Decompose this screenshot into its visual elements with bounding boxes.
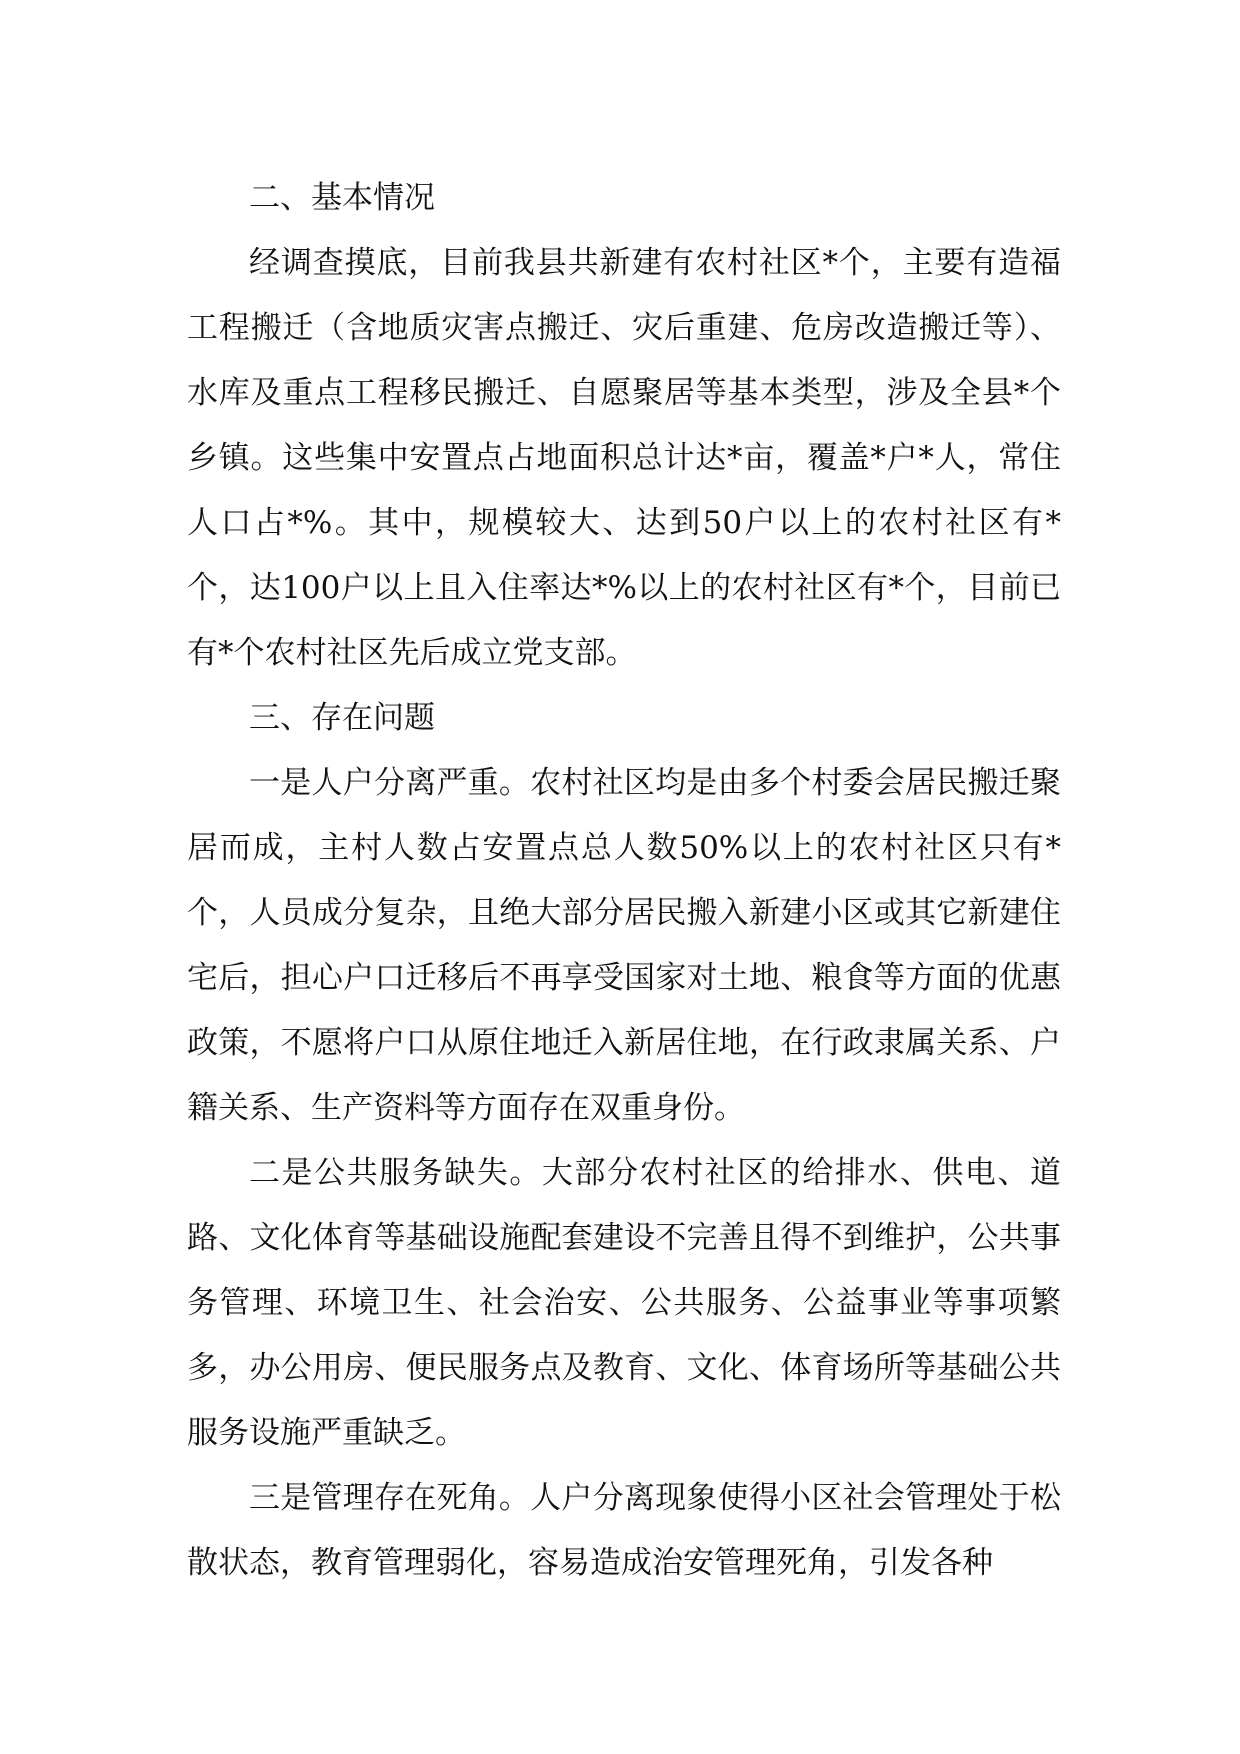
section-heading-existing-problems: 三、存在问题 xyxy=(249,700,435,736)
paragraph-problem-household-separation: 一是人户分离严重。农村社区均是由多个村委会居民搬迁聚居而成，主村人数占安置点总人数50%以上的农村社区只有*个，人员成分复杂，且绝大部分居民搬入新建小区或其它新建住宅后，担心户口迁移后不再享受国家对土地、粮食等方面的优惠政策，不愿将户口从原住地迁入新居住地，在行政隶属关系、户籍关系、生产资料等方面存在双重身份。 xyxy=(187,765,1061,1126)
paragraph-problem-public-service: 二是公共服务缺失。大部分农村社区的给排水、供电、道路、文化体育等基础设施配套建设不完善且得不到维护，公共事务管理、环境卫生、社会治安、公共服务、公益事业等事项繁多，办公用房、便民服务点及教育、文化、体育场所等基础公共服务设施严重缺乏。 xyxy=(187,1155,1061,1451)
paragraph-basic-situation: 经调查摸底，目前我县共新建有农村社区*个，主要有造福工程搬迁（含地质灾害点搬迁、灾后重建、危房改造搬迁等）、水库及重点工程移民搬迁、自愿聚居等基本类型，涉及全县*个乡镇。这些集中安置点占地面积总计达*亩，覆盖*户*人，常住人口占*%。其中，规模较大、达到50户以上的农村社区有*个，达100户以上且入住率达*%以上的农村社区有*个，目前已有*个农村社区先后成立党支部。 xyxy=(187,245,1061,671)
document-page xyxy=(187,166,1061,1596)
paragraph-problem-management-gaps: 三是管理存在死角。人户分离现象使得小区社会管理处于松散状态，教育管理弱化，容易造成治安管理死角，引发各种 xyxy=(187,1480,1061,1581)
section-heading-basic-situation: 二、基本情况 xyxy=(249,180,435,216)
